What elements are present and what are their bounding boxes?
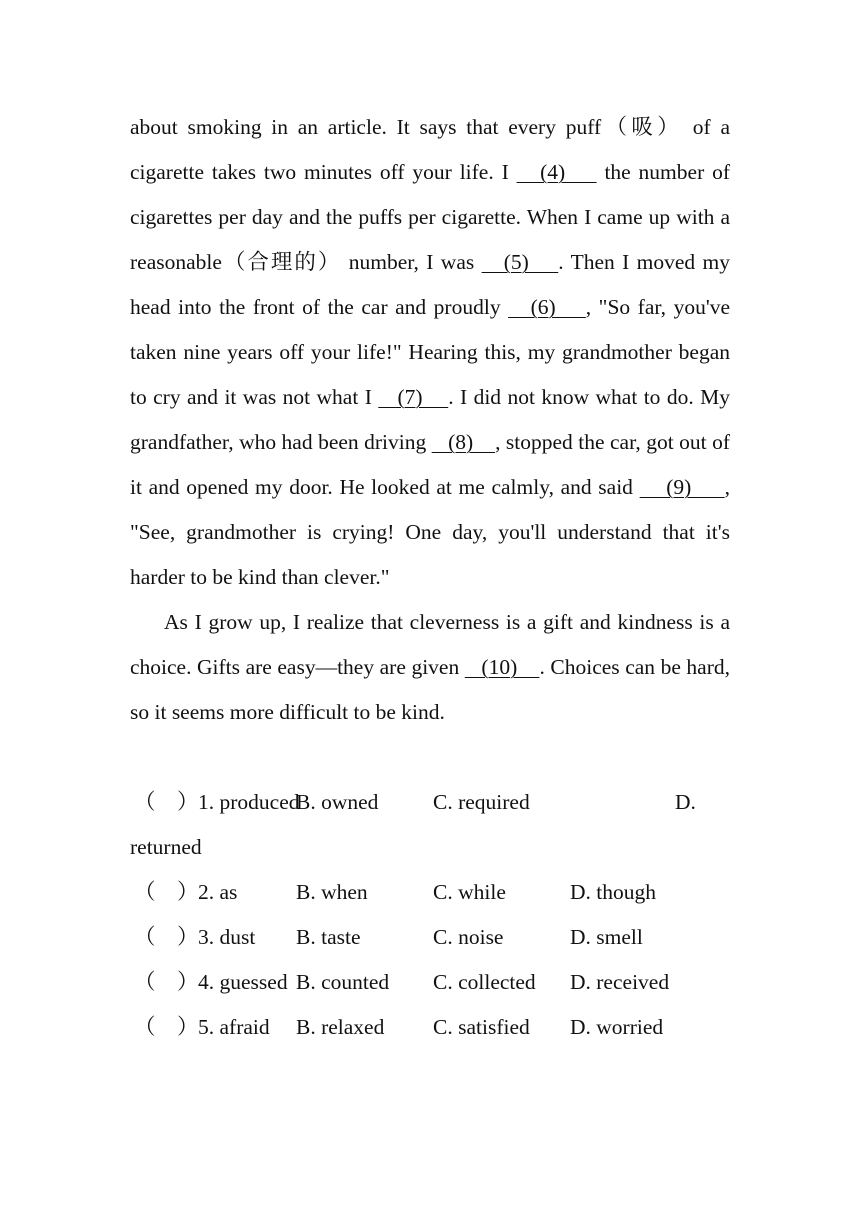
blank-9: (9) (639, 475, 725, 499)
passage-text: . I did not know what to do. My grandfather, who had been driving (130, 385, 730, 454)
blank-8: (8) (431, 430, 496, 454)
option-d-continuation: returned (130, 835, 202, 859)
answer-bracket: （ ） (134, 1015, 199, 1039)
question-row-5 (130, 1005, 730, 1050)
passage-text: . Choices can be hard, so it seems more difficult to be kind. (130, 655, 731, 724)
option-d: D. worried (570, 1015, 664, 1039)
option-a: 1. produced (198, 790, 300, 814)
option-c: C. collected (433, 970, 536, 994)
passage-text: . Then I moved my head into the front of the car and proudly (130, 250, 731, 319)
passage-text: about smoking in an article. It says that every puff（吸） of a cigarette takes two minutes off your life. I (130, 115, 730, 184)
option-b: B. when (296, 880, 368, 904)
option-c: C. satisfied (433, 1015, 530, 1039)
passage-text: , "So far, you've taken nine years off your life!" Hearing this, my grandmother began to cry and it was not what I (130, 295, 730, 409)
passage-text: As I grow up, I realize that cleverness is a gift and kindness is a choice. Gifts are easy—they are given (130, 610, 730, 679)
option-b: B. owned (296, 790, 379, 814)
option-d: D. received (570, 970, 670, 994)
option-b: B. relaxed (296, 1015, 385, 1039)
answer-bracket: （ ） (134, 970, 199, 994)
passage-text: the number of cigarettes per day and the puffs per cigarette. When I came up with a reasonable（合理的） number, I was (130, 160, 730, 274)
option-a: 3. dust (198, 925, 256, 949)
blank-5: (5) (481, 250, 559, 274)
option-c: C. noise (433, 925, 504, 949)
option-d: D. (675, 790, 696, 814)
answer-bracket: （ ） (134, 790, 199, 814)
blank-7: (7) (378, 385, 449, 409)
passage-text: , stopped the car, got out of it and opened my door. He looked at me calmly, and said (130, 430, 731, 499)
passage-paragraph-1 (130, 105, 730, 600)
blank-6: (6) (508, 295, 586, 319)
option-d: D. though (570, 880, 656, 904)
question-row-2 (130, 870, 730, 915)
option-a: 2. as (198, 880, 238, 904)
blank-4: (4) (516, 160, 597, 184)
question-row-1 (130, 780, 730, 825)
document-page (130, 105, 730, 1050)
option-c: C. required (433, 790, 530, 814)
blank-10: (10) (464, 655, 540, 679)
answer-bracket: （ ） (134, 880, 199, 904)
option-d: D. smell (570, 925, 643, 949)
question-row-4 (130, 960, 730, 1005)
answer-bracket: （ ） (134, 925, 199, 949)
option-a: 5. afraid (198, 1015, 270, 1039)
passage-paragraph-2 (130, 600, 730, 735)
passage-text: , "See, grandmother is crying! One day, you'll understand that it's harder to be kind than clever." (130, 475, 730, 589)
question-row-3 (130, 915, 730, 960)
option-b: B. counted (296, 970, 390, 994)
option-b: B. taste (296, 925, 361, 949)
option-a: 4. guessed (198, 970, 288, 994)
option-c: C. while (433, 880, 506, 904)
question-options (130, 780, 730, 1050)
